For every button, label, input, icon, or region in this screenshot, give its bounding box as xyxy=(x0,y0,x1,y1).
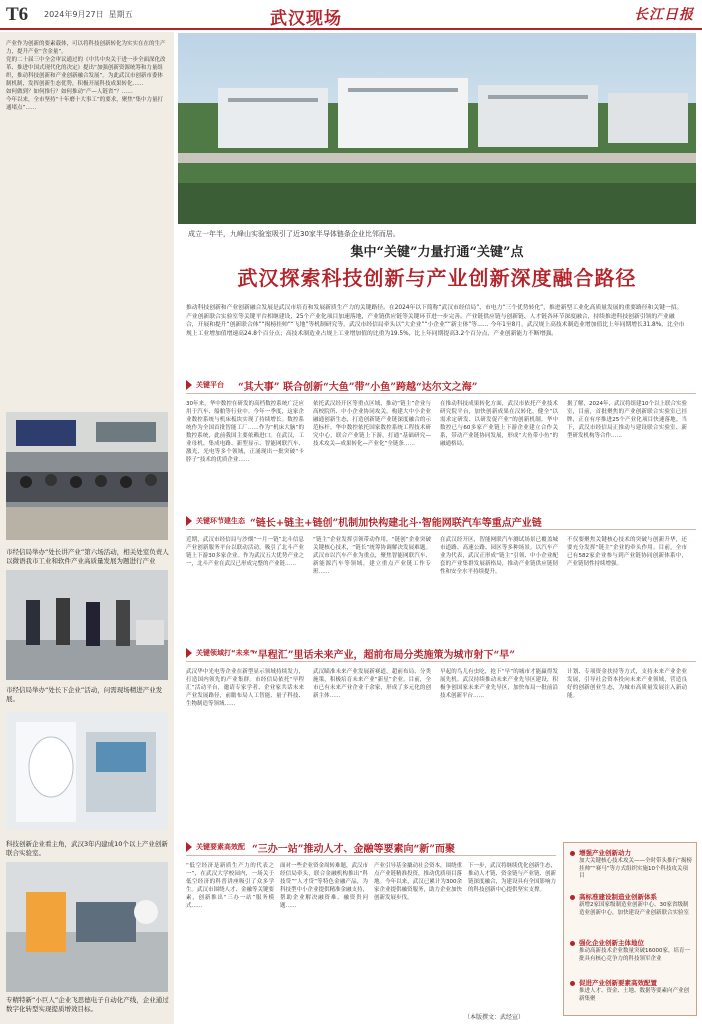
page-number: T6 xyxy=(6,4,29,25)
masthead xyxy=(0,0,702,30)
article-column: 武汉华中光电等企业在新型显示领域持续发力，打造国内领先的产业集群。市经信局依托“早程汇”活动平台，邀请专家学者、企业家共话未来产业发展路径，前瞻布局人工智能、量子科技、生物制造等领域…… xyxy=(186,669,304,707)
hero-photo-lab-campus xyxy=(178,33,696,224)
article-column: 近期，武汉市经信局与沙烟“一月一链”北斗信息产业创新服务平台以联动活动，吸引了北斗产业链上下游30多家企业。作为武汉五大优势产业之一，北斗产业在武汉已形成完整的产业链…… xyxy=(186,537,304,567)
section-header xyxy=(186,840,556,855)
article-column: “链主”企业发挥引领带动作用，“链创”企业突破关键核心技术，“链长”统筹协调解决发展难题。武汉市以汽车产业为重点，聚焦智能网联汽车、新能源汽车等领域，建立重点产业链工作专班…… xyxy=(313,537,431,575)
article-column: 依托武汉经开区等重点区域，推动“链主”企业与高校院所、中小企业协同攻关，构建大中小企业融通创新生态，打造创新链产业链深度融合的示范标杆。华中数控依托国家数控系统工程技术研究中心，联合产业链上下游，打通“基础研究—技术攻关—成果转化—产业化”全链条…… xyxy=(313,401,431,447)
sidebar-photo-caption: 科技创新企业看主角，武汉3年内建成10个以上产业创新联合实验室。 xyxy=(6,840,168,857)
article-column: 计划、专项资金扶持等方式，支持未来产业企业发展，引导社会资本投向未来产业领域，营造良好的创新创业生态，为城市高质量发展注入新动能。 xyxy=(567,669,687,699)
bullet-icon xyxy=(570,941,575,946)
triangle-icon xyxy=(186,516,192,526)
triangle-icon xyxy=(186,842,192,852)
section-title: “三办一站”推动人才、金融等要素向“新”而聚 xyxy=(252,844,456,855)
kicker-headline: 集中“关键”力量打通“关键”点 xyxy=(350,245,524,260)
article-column: 据了解，2024年，武汉将组建10个以上联合实验室，目前，首批聚焦的产业创新联合实验室已挂牌，正在有序推进25个产业化项目快速落地。当下，武汉市经信局正推动与建设联合实验室、新型研发机构等合作…… xyxy=(567,401,687,439)
section-title: “其大事” 联合创新“大鱼”带“小鱼”跨越“达尔文之海” xyxy=(238,382,478,393)
article-column: 下一步，武汉将继续优化创新生态，推动人才链、资金链与产业链、创新链深度融合，为建设具有全国影响力的科技创新中心提供坚实支撑。 xyxy=(468,863,557,893)
article-column: 早起的鸟儿有虫吃，抢下“早”的城市才能赢得发展先机。武汉持续推动未来产业先导区建设，积极争创国家未来产业先导区，加快布局一批前沿技术创新平台…… xyxy=(440,669,558,699)
article-column: 在武汉经开区，智能网联汽车测试场景已覆盖城市道路、高速公路、园区等多种场景。以汽车产业为代表，武汉正形成“链主”引领、中小企业配套的产业集群发展新格局，推动产业链供应链韧性和安全水平持续提升。 xyxy=(440,537,558,575)
article-column: 不仅要聚焦关键核心技术的突破与创新升华，还要充分发挥“链主”企业的牵头作用。目前，全市已有582家企业参与到产业链协同创新体系中，产业链韧性持续增强。 xyxy=(567,537,687,567)
article-column: 面对一些企业资金周转难题，武汉市经信局牵头，联合金融机构推出“科技贷”“人才贷”等特色金融产品，为科技型中小企业提供精准金融支持，帮助企业解决融资难、融资贵问题…… xyxy=(280,863,369,909)
triangle-icon xyxy=(186,648,192,658)
section-title: 武汉现场 xyxy=(270,9,342,29)
sidebar-photo-visit xyxy=(6,570,168,680)
section-tag: 关键要素高效配 xyxy=(196,843,245,851)
section-tag: 关键环节建生态 xyxy=(196,517,245,525)
issue-date: 2024年9月27日 星期五 xyxy=(44,10,133,19)
sidebar-intro-text: 产业作为创新的要素载体，可以将科技创新转化为实实在在的生产力，提升产业“含金量”。 党的二十届三中全会审议通过的《中共中央关于进一步全面深化改革、推进中国式现代化的决定》提出“加强创新资源统筹和力量组织，推动科技创新和产业创新融合发展”。为此武汉市创新市委体制机制，发挥创新生态优势，积极开展科技成果转化…… 如何做到？如何推行？如何推动“产—人链省”？…… 今年以来，全市坚持“十年磨十大事工”的要求，聚焦“集中力量打通堵点”…… xyxy=(6,41,166,111)
sidebar-photo-lab xyxy=(6,712,168,830)
sidebar-photo-factory xyxy=(6,862,168,992)
article-column: 武汉瞄准未来产业发展新赛道，超前布局、分类施策，积极培育未来产业“新星”企业。目前，全市已有未来产业企业千余家，形成了多元化的创新主体…… xyxy=(313,669,431,699)
bullet-icon xyxy=(570,851,575,856)
article-column: 30年来，华中数控在研发的高档数控系统广泛应用于汽车、船舶等行业中。今年一季度，这家企业数控系统与机床板块实现了持续增长。数控系统作为全国首批智能工厂……作为“机床大脑”的数控系统，此前我国主要依赖进口。在武汉，工业母机、集成电路、新型显示、智能网联汽车、激光、光电等多个领域，正涌现出一批突破“卡脖子”技术的优质企业…… xyxy=(186,401,304,463)
sidebar-photo-caption: 市经信局举办“处长讲产业”第六场活动，相关处室负责人以微语我市工业和软件产业高质量发展为题进行产业 xyxy=(6,548,169,565)
section-title: “链长+链主+链创”机制加快构建北斗·智能网联汽车等重点产业链 xyxy=(250,518,542,529)
section-header xyxy=(186,646,696,661)
sidebar-photo-caption: 专精特新“小巨人”企业飞思德电子自动化产线，企业通过数字化转型实现提质增效目标。 xyxy=(6,996,169,1013)
article-column: 产业引导基金撬动社会资本，围绕重点产业链精准投资，推动优质项目落地。今年以来，武汉已累计为300余家企业提供融资服务，助力企业加快创新发展步伐。 xyxy=(374,863,463,901)
lead-paragraph: 推动科技创新和产业创新融合发展是武汉市培育和发展新质生产力的关键路径。在2024年以下简称“武汉市经信局”、市电力“三个优势转化”，推进新型工业化高质量发展的重要路径和关键一招。产业创新联合实验室等关键平台相继建设，25个产业化项目加速落地，产业链供应链等关键环节进一步完善。产业链供应链与创新链、人才链各环节深度融合，持续推进科技创新引领的产业融合，开展和提升“创新联合体”“揭榜挂帅”“飞地”等机制研究等，武汉市经信局牵头以“大企业”“小企业”“新主体”等…… 今年1至8月，武汉规上高技术制造业增加值比上年同期增长31.8%，比全市规上工业增加值增速高24.8个百分点；高技术制造业占规上工业增加值的比重为19.5%，比上年同期提高3.2个百分点，产业创新能力不断增强。 xyxy=(186,305,685,337)
article-column: “低空经济是新质生产力的代表之一”，在武汉大学校园内，一场关于低空经济的科普讲座吸引了众多学生。武汉市围绕人才、金融等关键要素，创新推出“三办一站”服务模式…… xyxy=(186,863,275,909)
article-column: 在推动科技成果转化方面，武汉市依托产业技术研究院平台，加快创新成果在汉转化，健全“以需求定研发、以研发促产业”的创新机制。华中数控已与60多家产业链上下游企业建立合作关系，带动产业链协同发展，形成“大鱼带小鱼”的融通格局。 xyxy=(440,401,558,447)
sidebar-photo-caption: 市经信局举办“处长下企业”活动，问需现场精进产业发展。 xyxy=(6,686,163,703)
brand-logo: 长江日报 xyxy=(634,7,694,23)
section-title: “早程汇”里话未来产业，超前布局分类施策为城市射下“早” xyxy=(252,650,516,661)
section-tag: 关键领域打“未来” xyxy=(196,649,255,657)
bullet-icon xyxy=(570,981,575,986)
byline: （本版撰文：武经宣） xyxy=(464,1014,525,1021)
section-tag: 关键平台 xyxy=(196,381,224,389)
key-points-box: 增强产业创新动力 加大关键核心技术攻关——全时带头推行“揭榜挂帅”“赛马”等方式组织实施10个科技攻关项目 高标准建设制造业创新体系 新增2家国家级制造业创新中心、30家省级制造业创新中心，加快建设产业创新联合实验室 强化企业创新主体地位 推动高新技术企业数量突破16000家，培育一批具有核心竞争力的科技领军企业 促进产业创新要素高效配置 推进人才、资金、土地、数据等要素向产业创新集聚 xyxy=(563,842,697,1016)
sidebar-photo-meeting xyxy=(6,412,168,540)
section-header xyxy=(186,514,696,529)
section-header xyxy=(186,378,696,393)
hero-caption: 成立一年半，九峰山实验室吸引了近30家半导体链条企业比邻而居。 xyxy=(188,230,400,238)
bullet-icon xyxy=(570,895,575,900)
main-headline: 武汉探索科技创新与产业创新深度融合路径 xyxy=(237,266,637,290)
triangle-icon xyxy=(186,380,192,390)
